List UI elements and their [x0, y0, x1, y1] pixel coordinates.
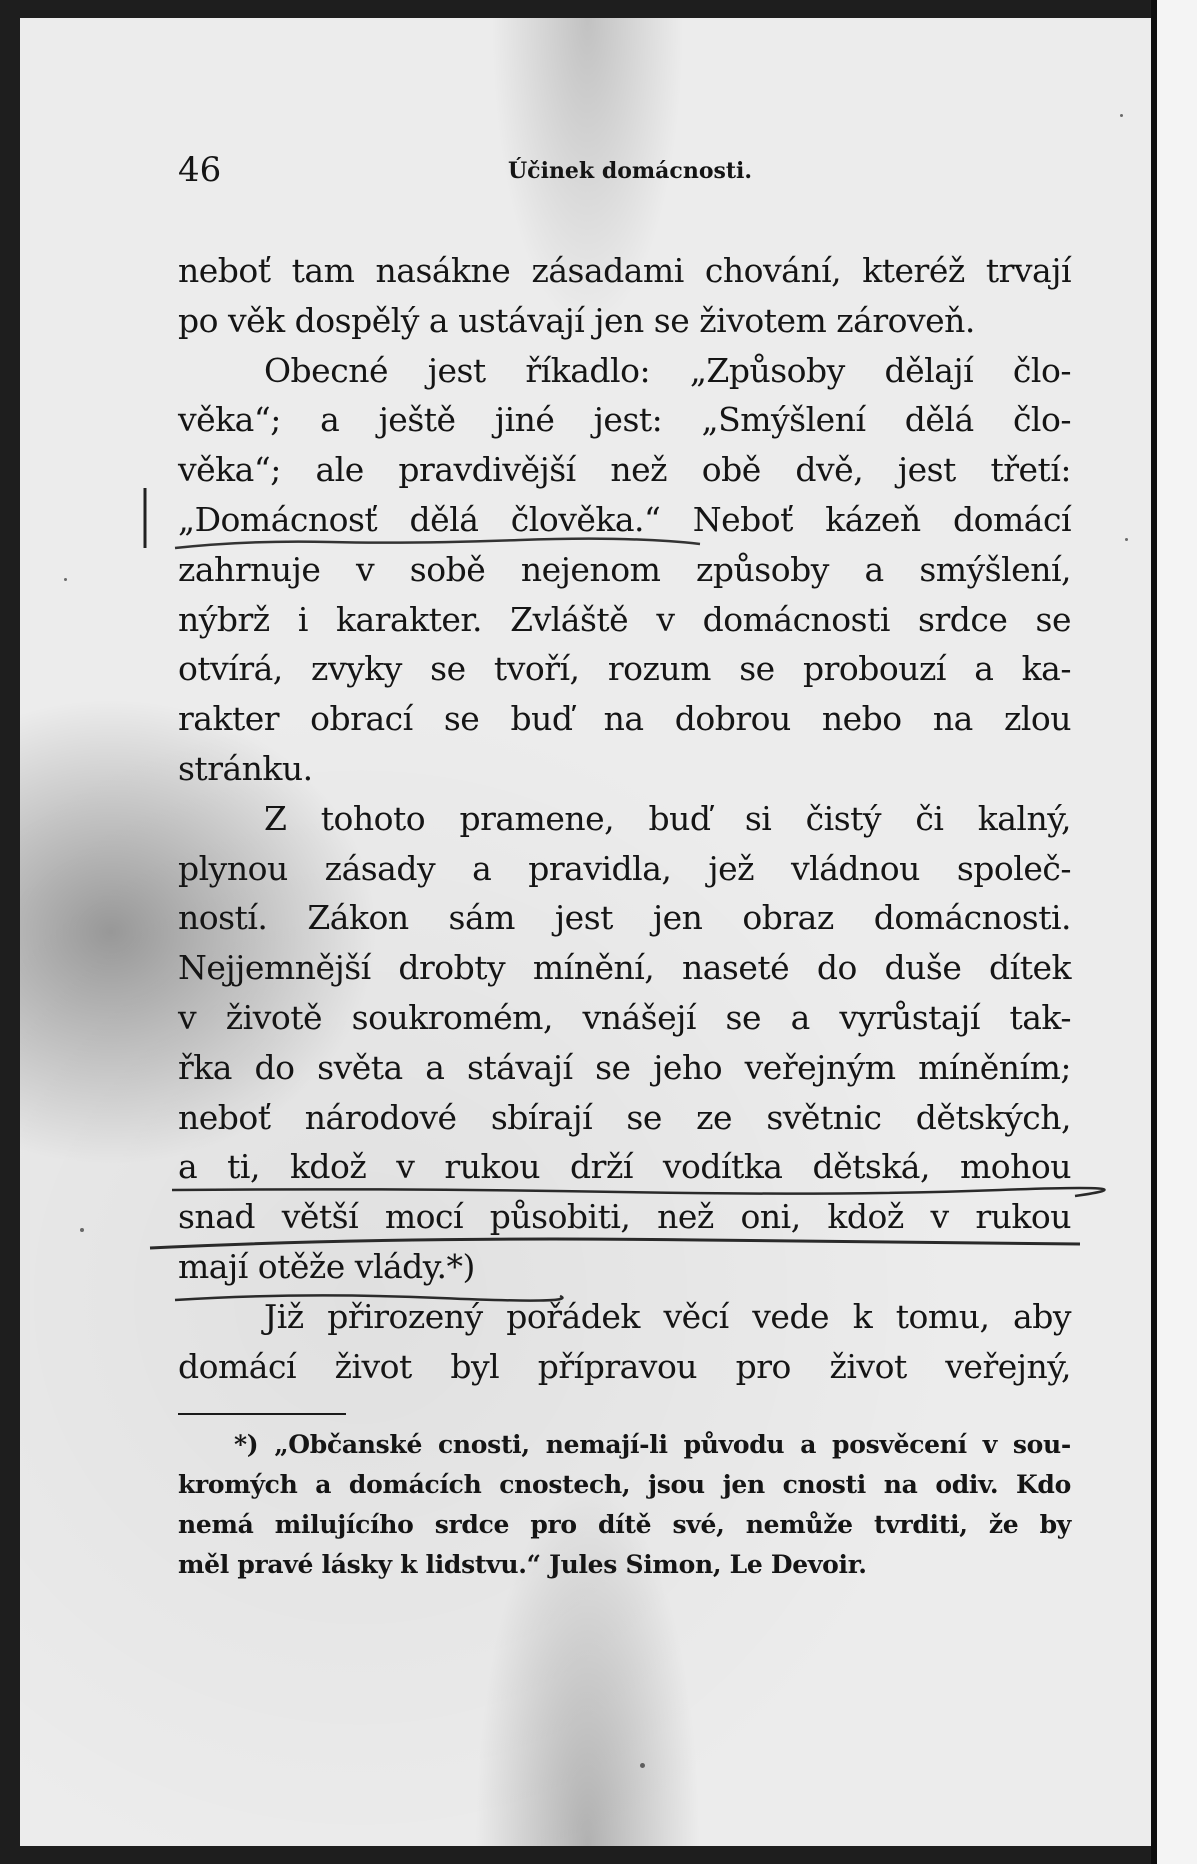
- text-line: neboť národové sbírají se ze světnic dětských,: [178, 1097, 1071, 1137]
- text-line: zahrnuje v sobě nejenom způsoby a smýšlení,: [178, 549, 1071, 589]
- page-number: 46: [178, 150, 222, 190]
- text-line: „Domácnosť dělá člověka.“ Neboť kázeň domácí: [178, 499, 1071, 539]
- footnote: [178, 1425, 1071, 1585]
- text-line: domácí život byl přípravou pro život veřejný,: [178, 1346, 1071, 1386]
- footnote-line: *) „Občanské cnosti, nemají-li původu a posvěcení v sou-: [234, 1430, 1071, 1459]
- paper-speck: [1125, 538, 1128, 541]
- text-line: a ti, kdož v rukou drží vodítka dětská, mohou: [178, 1147, 1071, 1187]
- text-line: věka“; a ještě jiné jest: „Smýšlení dělá člo-: [178, 400, 1071, 440]
- text-line: nýbrž i karakter. Zvláště v domácnosti srdce se: [178, 599, 1071, 639]
- text-line: ností. Zákon sám jest jen obraz domácnosti.: [178, 898, 1071, 938]
- text-line: po věk dospělý a ustávají jen se životem zároveň.: [178, 300, 975, 340]
- text-line: stránku.: [178, 748, 313, 788]
- footnote-separator: [178, 1413, 346, 1415]
- text-line: v životě soukromém, vnášejí se a vyrůstají tak-: [178, 997, 1071, 1037]
- paper-speck: [1120, 114, 1123, 117]
- text-line: snad větší mocí působiti, než oni, kdož v rukou: [178, 1197, 1071, 1237]
- text-line: Z tohoto pramene, buď si čistý či kalný,: [264, 798, 1071, 838]
- text-line: řka do světa a stávají se jeho veřejným míněním;: [178, 1047, 1071, 1087]
- running-title: Účinek domácnosti.: [508, 158, 753, 184]
- page-header: [178, 150, 1071, 194]
- footnote-line: měl pravé lásky k lidstvu.“ Jules Simon, Le Devoir.: [178, 1550, 867, 1579]
- body-text: [178, 246, 1071, 1391]
- paper-speck: [640, 1763, 645, 1768]
- text-line: mají otěže vlády.*): [178, 1246, 475, 1286]
- text-line: otvírá, zvyky se tvoří, rozum se probouzí a ka-: [178, 649, 1071, 689]
- footnote-line: nemá milujícího srdce pro dítě své, nemůže tvrditi, že by: [178, 1510, 1071, 1539]
- text-line: Již přirozený pořádek věcí vede k tomu, aby: [264, 1296, 1071, 1336]
- text-line: plynou zásady a pravidla, jež vládnou společ-: [178, 848, 1071, 888]
- text-line: neboť tam nasákne zásadami chování, kteréž trvají: [178, 251, 1071, 290]
- paper-speck: [80, 1228, 84, 1232]
- text-line: Nejjemnější drobty mínění, naseté do duše dítek: [178, 948, 1071, 988]
- adjacent-page-edge: [1151, 0, 1197, 1864]
- paper-speck: [64, 578, 67, 581]
- text-line: rakter obrací se buď na dobrou nebo na zlou: [178, 699, 1071, 739]
- text-line: věka“; ale pravdivější než obě dvě, jest třetí:: [178, 450, 1071, 490]
- footnote-line: kromých a domácích cnostech, jsou jen cnosti na odiv. Kdo: [178, 1470, 1071, 1499]
- text-line: Obecné jest říkadlo: „Způsoby dělají člo-: [264, 350, 1071, 390]
